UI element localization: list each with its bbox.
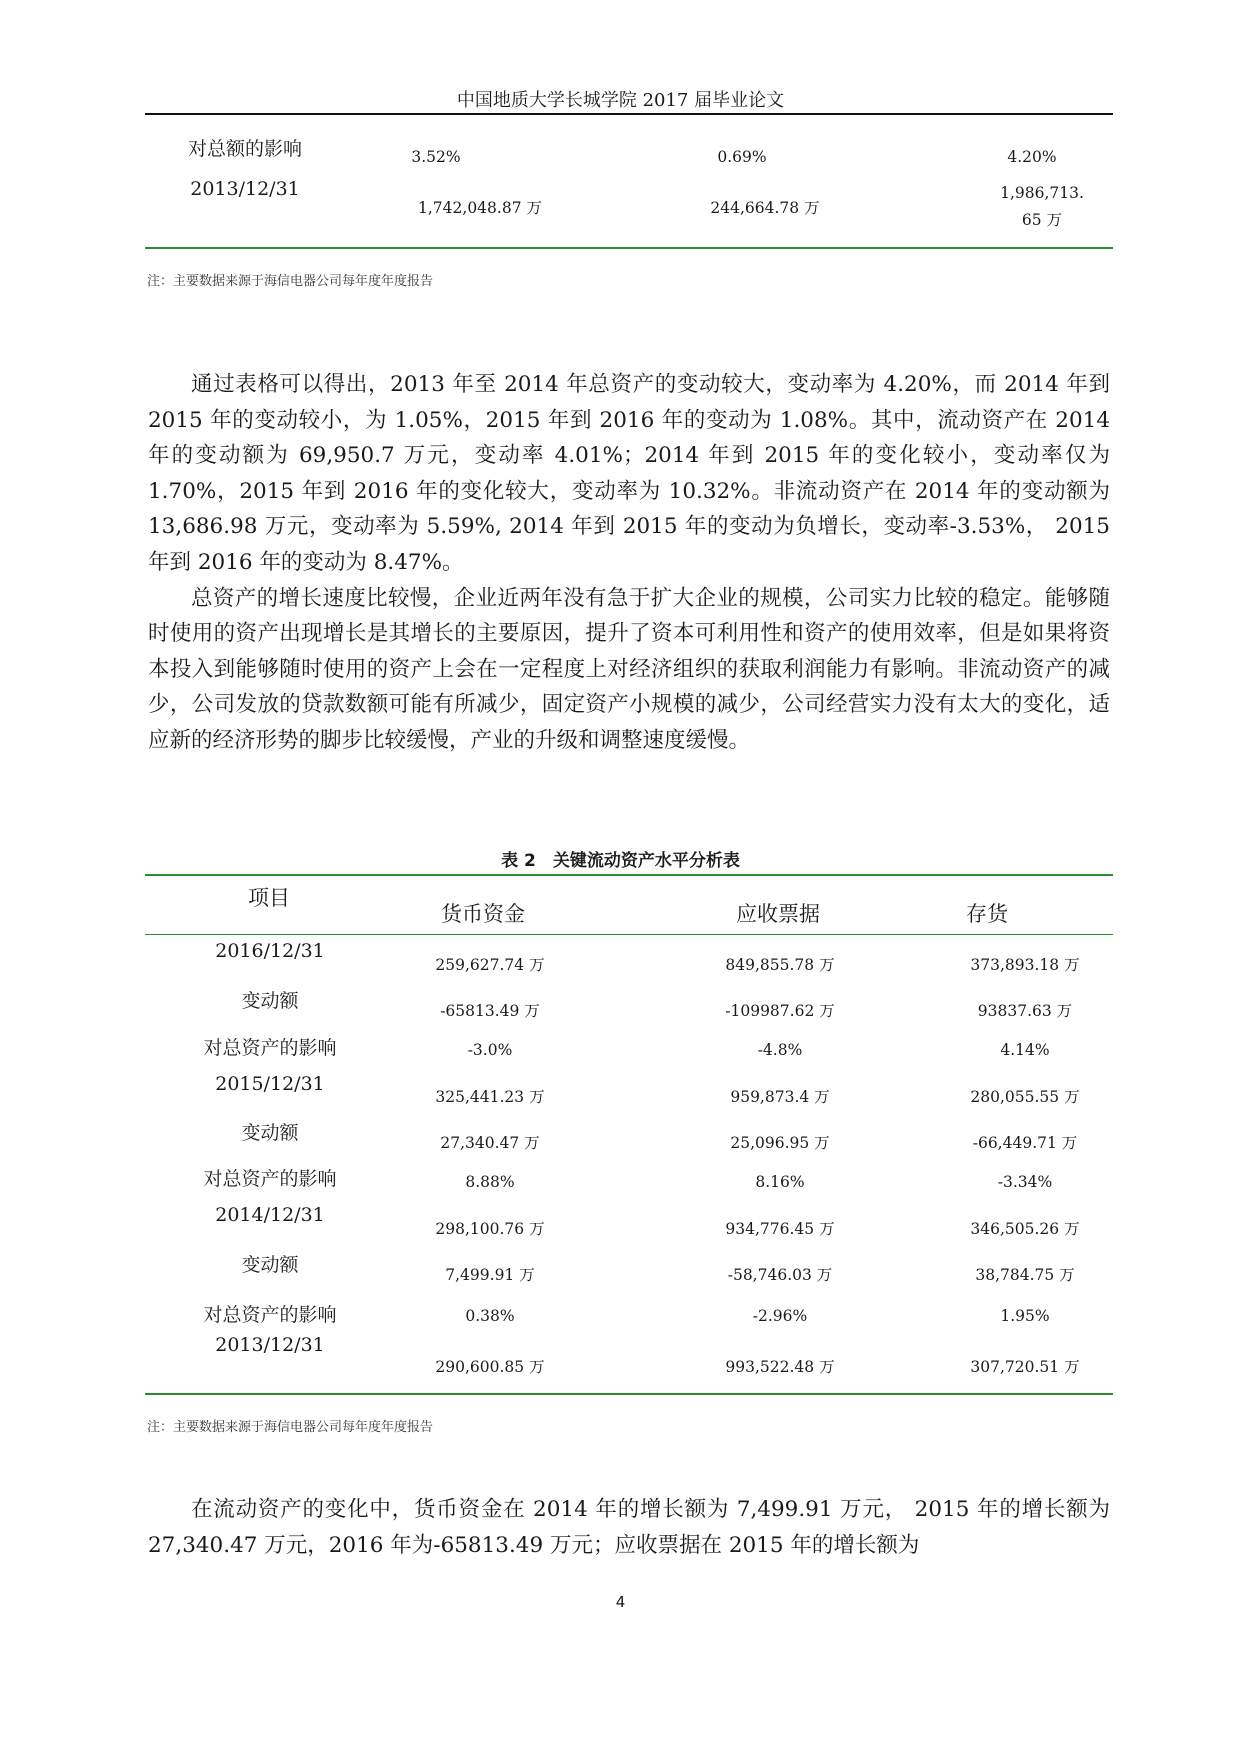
table-row-label: 2013/12/31 [190, 178, 300, 200]
table-cell: -4.8% [757, 1041, 803, 1059]
table-cell: 1,742,048.87 万 [418, 199, 542, 217]
table-cell: 1,986,713. [1000, 184, 1084, 202]
table-cell: 298,100.76 万 [435, 1220, 545, 1238]
table-cell: 346,505.26 万 [970, 1220, 1080, 1238]
table-cell: -109987.62 万 [725, 1002, 835, 1020]
table-row-label: 对总资产的影响 [203, 1304, 337, 1326]
table-row-label: 2013/12/31 [215, 1334, 325, 1356]
table-cell: 325,441.23 万 [435, 1088, 545, 1106]
table-row-label: 2016/12/31 [215, 940, 325, 962]
table-cell: 849,855.78 万 [725, 956, 835, 974]
header-divider [145, 934, 1113, 935]
table-cell: 4.20% [1007, 148, 1057, 166]
table-cell: -58,746.03 万 [727, 1266, 833, 1284]
table-row-label: 对总资产的影响 [203, 1168, 337, 1190]
running-header: 中国地质大学长城学院 2017 届毕业论文 [456, 90, 785, 111]
table-cell: 307,720.51 万 [970, 1358, 1080, 1376]
table-cell: -66,449.71 万 [972, 1134, 1078, 1152]
page-number: 4 [615, 1593, 626, 1611]
table-cell: 280,055.55 万 [970, 1088, 1080, 1106]
table-cell: 959,873.4 万 [730, 1088, 830, 1106]
paragraph: 总资产的增长速度比较慢，企业近两年没有急于扩大企业的规模，公司实力比较的稳定。能够随时使用的资产出现增长是其增长的主要原因，提升了资本可利用性和资产的使用效率，但是如果将资本投入到能够随时使用的资产上会在一定程度上对经济组织的获取利润能力有影响。非流动资产的减少，公司发放的贷款数额可能有所减少，固定资产小规模的减少，公司经营实力没有太大的变化，适应新的经济形势的脚步比较缓慢，产业的升级和调整速度缓慢。 [148, 585, 1110, 753]
table-source-note: 注：主要数据来源于海信电器公司每年度年度报告 [147, 1420, 434, 1435]
table-cell: 3.52% [411, 148, 461, 166]
paragraph: 通过表格可以得出，2013 年至 2014 年总资产的变动较大，变动率为 4.20%，而 2014 年到 2015 年的变动较小，为 1.05%，2015 年到 2016 年的变动为 1.08%。其中，流动资产在 2014 年的变动额为 69,950.7 万元，变动率 4.01%；2014 年到 2015 年的变化较小，变动率仅为 1.70%，2015 年到 2016 年的变化较大，变动率为 10.32%。非流动资产在 2014 年的变动额为 13,686.98 万元，变动率为 5.59%, 2014 年到 2015 年的变动为负增长，变动率-3.53%， 2015 年到 2016 年的变动为 8.47%。 [148, 372, 1110, 575]
table-cell: -3.0% [467, 1041, 513, 1059]
table-row-label: 变动额 [241, 1122, 299, 1144]
table-cell: 25,096.95 万 [730, 1134, 830, 1152]
table-bottom-rule [145, 1393, 1113, 1395]
table-cell: 8.88% [465, 1173, 515, 1191]
table-row-label: 对总资产的影响 [203, 1037, 337, 1059]
table-cell: -3.34% [997, 1173, 1053, 1191]
table-cell: 244,664.78 万 [710, 199, 820, 217]
table-cell: 290,600.85 万 [435, 1358, 545, 1376]
table-row-label: 对总额的影响 [187, 138, 302, 160]
table-cell: 0.38% [465, 1307, 515, 1325]
table-cell: 373,893.18 万 [970, 956, 1080, 974]
table-cell: 27,340.47 万 [440, 1134, 540, 1152]
column-header: 项目 [248, 886, 290, 910]
table-cell: 259,627.74 万 [435, 956, 545, 974]
table-source-note: 注：主要数据来源于海信电器公司每年度年度报告 [147, 274, 434, 289]
paragraph: 在流动资产的变化中，货币资金在 2014 年的增长额为 7,499.91 万元， 2015 年的增长额为 27,340.47 万元，2016 年为-65813.49 万元；应收票据在 2015 年的增长额为 [148, 1497, 1110, 1558]
table-cell: 993,522.48 万 [725, 1358, 835, 1376]
table-row-label: 变动额 [241, 990, 299, 1012]
table-cell: 93837.63 万 [977, 1002, 1073, 1020]
table-row-label: 2015/12/31 [215, 1073, 325, 1095]
table-bottom-rule [145, 247, 1113, 249]
table-cell: 8.16% [755, 1173, 805, 1191]
body-text [148, 367, 1110, 759]
body-text-bottom [148, 1492, 1110, 1563]
header-rule [145, 113, 1113, 115]
table-cell: 1.95% [1000, 1307, 1050, 1325]
column-header: 货币资金 [441, 902, 525, 926]
column-header: 存货 [966, 902, 1008, 926]
table-row-label: 变动额 [241, 1254, 299, 1276]
table-cell: 7,499.91 万 [445, 1266, 535, 1284]
table-top-rule [145, 874, 1113, 876]
column-header: 应收票据 [736, 902, 820, 926]
table-caption: 表 2 关键流动资产水平分析表 [501, 851, 740, 871]
table-cell: 65 万 [1021, 211, 1063, 229]
table-cell: 38,784.75 万 [975, 1266, 1075, 1284]
table-cell: -65813.49 万 [440, 1002, 540, 1020]
table-cell: 934,776.45 万 [725, 1220, 835, 1238]
table-cell: -2.96% [752, 1307, 808, 1325]
table-row-label: 2014/12/31 [215, 1204, 325, 1226]
table-cell: 0.69% [717, 148, 767, 166]
table-cell: 4.14% [1000, 1041, 1050, 1059]
